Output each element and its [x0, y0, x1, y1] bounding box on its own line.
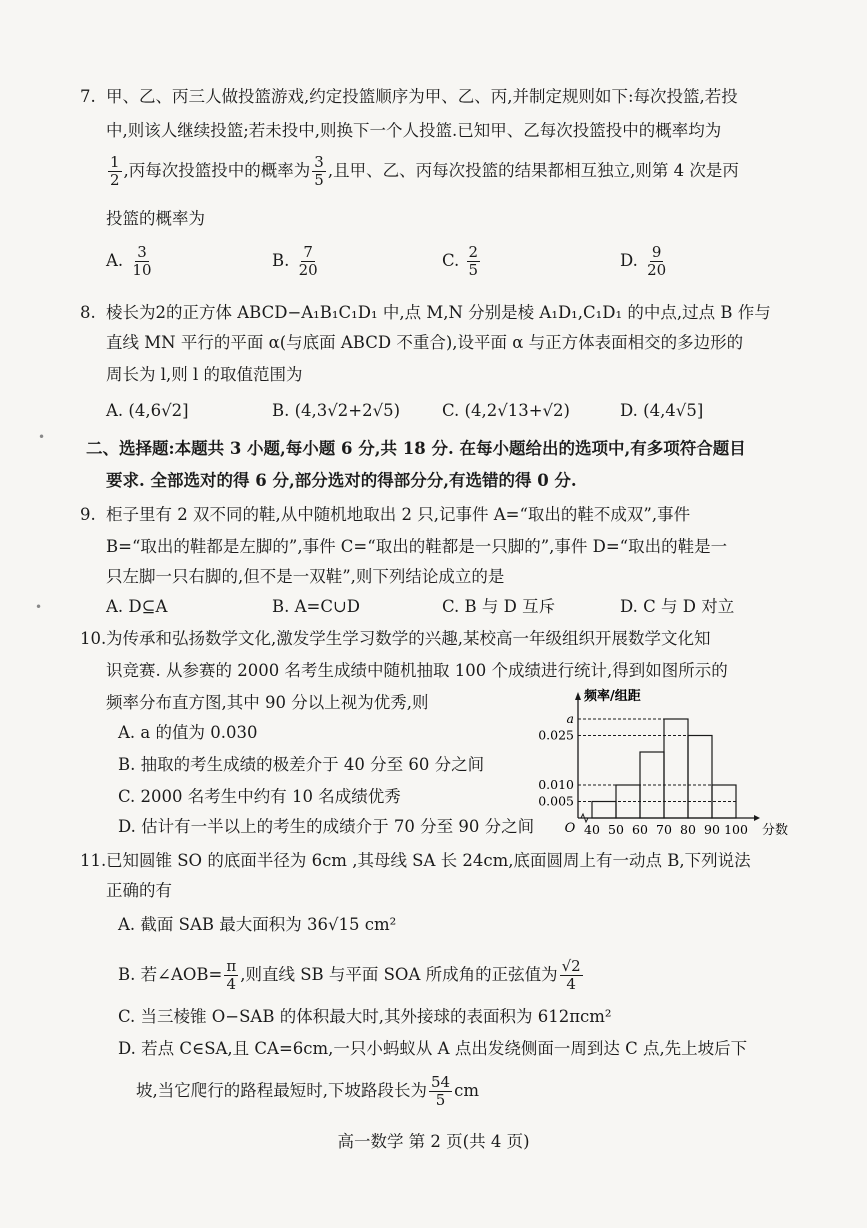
q9-line1: 9. 柜子里有 2 双不同的鞋,从中随机地取出 2 只,记事件 A=“取出的鞋不成双”,事件 [80, 505, 691, 524]
section2-instructions: 要求. 全部选对的得 6 分,部分选对的得部分分,有选错的得 0 分. [106, 471, 577, 490]
histogram-bar [592, 802, 616, 819]
scan-mark: • [38, 430, 46, 444]
q9-option-a: A. D⊆A [106, 597, 168, 616]
q7-line1: 7. 甲、乙、丙三人做投篮游戏,约定投篮顺序为甲、乙、丙,并制定规则如下:每次投篮,若投 [80, 87, 738, 106]
x-tick-label: 70 [656, 822, 672, 837]
q7-option-c: C. $\frac{2}{5}$ [442, 243, 479, 279]
q9-option-b: B. A=C∪D [272, 597, 361, 616]
histogram-bar [664, 719, 688, 818]
q11-option-d: D. 若点 C∈SA,且 CA=6cm,一只小蚂蚁从 A 点出发绕侧面一周到达 C 点,先上坡后下 [118, 1039, 748, 1058]
frequency-histogram [538, 686, 789, 846]
histogram-bar [688, 736, 712, 819]
q7-option-a: A. $\frac{3}{10}$ [106, 243, 152, 279]
x-tick-label: 80 [680, 822, 696, 837]
q9-line3: 只左脚一只右脚的,但不是一双鞋”,则下列结论成立的是 [106, 567, 505, 586]
y-tick-label: 0.005 [538, 793, 574, 809]
q10-line1: 10.为传承和弘扬数学文化,激发学生学习数学的兴趣,某校高一年级组织开展数学文化知 [80, 629, 711, 648]
q7-option-d: D. $\frac{9}{20}$ [620, 243, 667, 279]
q10-line2: 识竞赛. 从参赛的 2000 名考生成绩中随机抽取 100 个成绩进行统计,得到如图所示的 [106, 661, 728, 680]
x-axis-label: 分数 [762, 823, 789, 838]
q8-line2: 直线 MN 平行的平面 α(与底面 ABCD 不重合),设平面 α 与正方体表面相交的多边形的 [106, 333, 744, 352]
origin-label: O [564, 821, 576, 836]
q11-line2: 正确的有 [106, 881, 172, 900]
q11-option-b: B. 若∠AOB= $\frac{\pi}{4}$ ,则直线 SB 与平面 SOA 所成角的正弦值为 $\frac{√2}{4}$ [118, 957, 581, 993]
q8-line3: 周长为 l,则 l 的取值范围为 [106, 365, 303, 384]
q10-line3: 频率分布直方图,其中 90 分以上视为优秀,则 [106, 693, 429, 712]
x-tick-label: 60 [632, 822, 648, 837]
x-tick-label: 50 [608, 822, 624, 837]
x-tick-label: 40 [584, 822, 600, 837]
page-footer: 高一数学 第 2 页(共 4 页) [337, 1132, 530, 1151]
q11-option-d-cont: 坡,当它爬行的路程最短时,下坡路段长为 $\frac{54}{5}$ cm [136, 1073, 479, 1109]
q10-option-c: C. 2000 名考生中约有 10 名成绩优秀 [118, 787, 401, 806]
section2-heading: 二、选择题:本题共 3 小题,每小题 6 分,共 18 分. 在每小题给出的选项中,有多项符合题目 [86, 439, 746, 458]
q8-line1: 8. 棱长为2的正方体 ABCD−A₁B₁C₁D₁ 中,点 M,N 分别是棱 A₁D₁,C₁D₁ 的中点,过点 B 作与 [80, 303, 771, 322]
q9-option-c: C. B 与 D 互斥 [442, 597, 556, 616]
x-axis-arrow [754, 815, 760, 821]
q10-option-a: A. a 的值为 0.030 [118, 723, 258, 742]
q10-option-d: D. 估计有一半以上的考生的成绩介于 70 分至 90 分之间 [118, 817, 535, 836]
x-tick-label: 90 [704, 822, 720, 837]
y-tick-label: 0.025 [538, 727, 574, 743]
y-tick-label: 0.010 [538, 777, 574, 792]
q7-line3: $\frac{1}{2}$ ,丙每次投篮投中的概率为 $\frac{3}{5}$ ,且甲、乙、丙每次投篮的结果都相互独立,则第 4 次是丙 [110, 153, 739, 189]
y-tick-label: a [566, 711, 574, 726]
q7-line2: 中,则该人继续投篮;若未投中,则换下一个人投篮.已知甲、乙每次投篮投中的概率均为 [106, 121, 722, 140]
q8-option-b: B. (4,3√2+2√5) [272, 401, 401, 420]
q11-option-a: A. 截面 SAB 最大面积为 36√15 cm² [118, 915, 397, 934]
q8-option-d: D. (4,4√5] [620, 401, 704, 420]
q8-option-c: C. (4,2√13+√2) [442, 401, 570, 420]
q7-option-b: B. $\frac{7}{20}$ [272, 243, 318, 279]
y-axis-label: 频率/组距 [584, 689, 641, 704]
q8-option-a: A. (4,6√2] [106, 401, 189, 420]
scan-mark: • [35, 600, 43, 614]
q11-line1: 11.已知圆锥 SO 的底面半径为 6cm ,其母线 SA 长 24cm,底面圆周上有一动点 B,下列说法 [80, 851, 751, 870]
q7-line4: 投篮的概率为 [106, 209, 205, 228]
q10-option-b: B. 抽取的考生成绩的极差介于 40 分至 60 分之间 [118, 755, 485, 774]
q9-option-d: D. C 与 D 对立 [620, 597, 735, 616]
y-axis-arrow [575, 692, 581, 700]
q9-line2: B=“取出的鞋都是左脚的”,事件 C=“取出的鞋都是一只脚的”,事件 D=“取出的鞋是一 [106, 537, 728, 556]
q11-option-c: C. 当三棱锥 O−SAB 的体积最大时,其外接球的表面积为 612πcm² [118, 1007, 612, 1026]
x-tick-label: 100 [724, 822, 748, 837]
